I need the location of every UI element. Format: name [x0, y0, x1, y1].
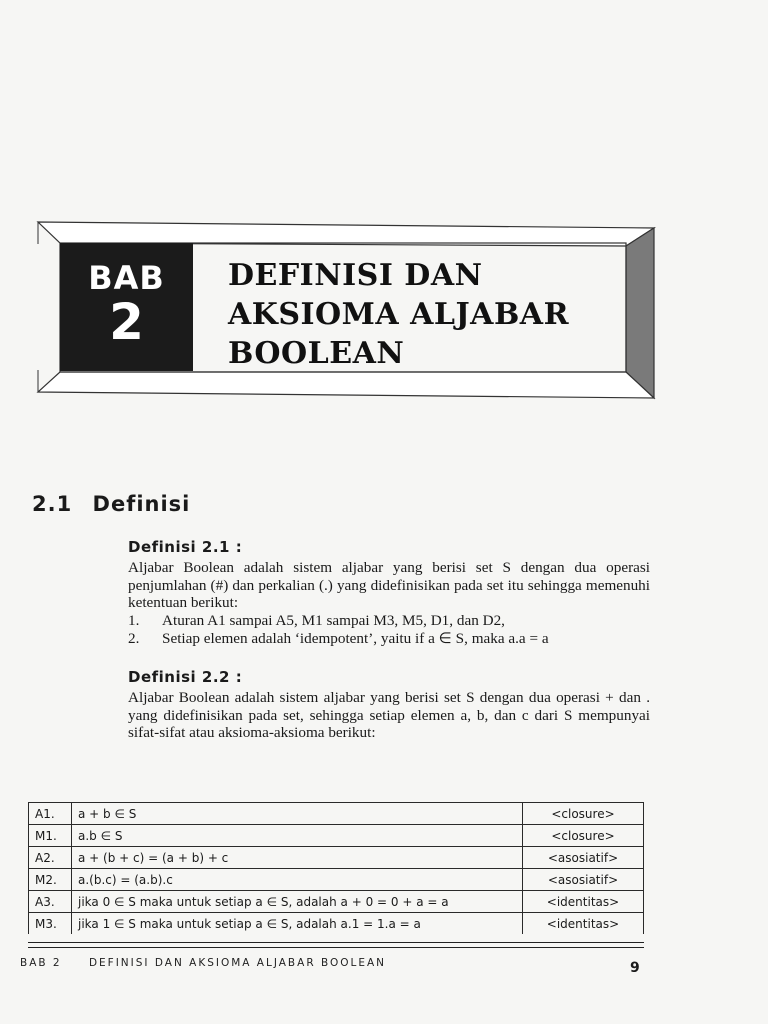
axiom-code: M2. — [29, 869, 72, 891]
definition-2-1 — [128, 538, 650, 648]
chapter-number-badge — [60, 243, 193, 371]
definition-title: Definisi 2.1 : — [128, 538, 243, 556]
definition-title: Definisi 2.2 : — [128, 668, 243, 686]
chapter-title-line: AKSIOMA ALJABAR — [228, 297, 570, 332]
chapter-label: BAB — [88, 259, 165, 297]
table-row — [29, 891, 644, 913]
definition-list — [128, 612, 650, 648]
definition-2-2 — [128, 668, 650, 742]
running-footer — [20, 957, 386, 969]
section-title: Definisi — [92, 492, 191, 516]
table-row — [29, 825, 644, 847]
list-item — [128, 630, 650, 648]
axiom-rule: a.(b.c) = (a.b).c — [72, 869, 523, 891]
axiom-tag: <closure> — [523, 803, 644, 825]
table-row — [29, 913, 644, 935]
section-heading — [32, 492, 190, 516]
axiom-rule: jika 1 ∈ S maka untuk setiap a ∈ S, adalah a.1 = 1.a = a — [72, 913, 523, 935]
axiom-rule: a + b ∈ S — [72, 803, 523, 825]
list-item — [128, 612, 650, 630]
axiom-rule: a.b ∈ S — [72, 825, 523, 847]
footer-chapter-ref: BAB 2 — [20, 957, 62, 969]
axiom-tag: <identitas> — [523, 891, 644, 913]
chapter-title-line: DEFINISI DAN — [228, 258, 483, 293]
axiom-code: A3. — [29, 891, 72, 913]
chapter-title-line: BOOLEAN — [228, 336, 405, 371]
axiom-tag: <identitas> — [523, 913, 644, 935]
axioms-table — [28, 802, 644, 934]
footer-chapter-title: DEFINISI DAN AKSIOMA ALJABAR BOOLEAN — [88, 957, 387, 969]
axiom-code: M1. — [29, 825, 72, 847]
list-item-number: 1. — [128, 611, 140, 629]
axiom-code: A2. — [29, 847, 72, 869]
table-row — [29, 869, 644, 891]
axiom-tag: <asosiatif> — [523, 869, 644, 891]
chapter-title — [228, 256, 618, 373]
list-item-text: Aturan A1 sampai A5, M1 sampai M3, M5, D1, dan D2, — [162, 611, 505, 629]
axiom-rule: jika 0 ∈ S maka untuk setiap a ∈ S, adalah a + 0 = 0 + a = a — [72, 891, 523, 913]
table-row — [29, 847, 644, 869]
axiom-rule: a + (b + c) = (a + b) + c — [72, 847, 523, 869]
table-row — [29, 803, 644, 825]
axiom-code: A1. — [29, 803, 72, 825]
footer-divider — [28, 942, 644, 948]
definition-text: Aljabar Boolean adalah sistem aljabar yang berisi set S dengan dua operasi penjumlahan (#) dan perkalian (.) yang didefinisikan pada set itu sehingga memenuhi ketentuan berikut: — [128, 559, 650, 611]
section-number: 2.1 — [32, 492, 73, 516]
definition-text: Aljabar Boolean adalah sistem aljabar yang berisi set S dengan dua operasi + dan . yang didefinisikan pada set, sehingga setiap elemen a, b, dan c dari S mempunyai sifat-sifat atau aksioma-aksioma berikut: — [128, 689, 650, 741]
page-number: 9 — [630, 960, 640, 976]
chapter-number: 2 — [109, 293, 144, 351]
axiom-code: M3. — [29, 913, 72, 935]
list-item-text: Setiap elemen adalah ‘idempotent’, yaitu if a ∈ S, maka a.a = a — [162, 629, 549, 647]
axiom-tag: <asosiatif> — [523, 847, 644, 869]
axiom-tag: <closure> — [523, 825, 644, 847]
list-item-number: 2. — [128, 629, 140, 647]
